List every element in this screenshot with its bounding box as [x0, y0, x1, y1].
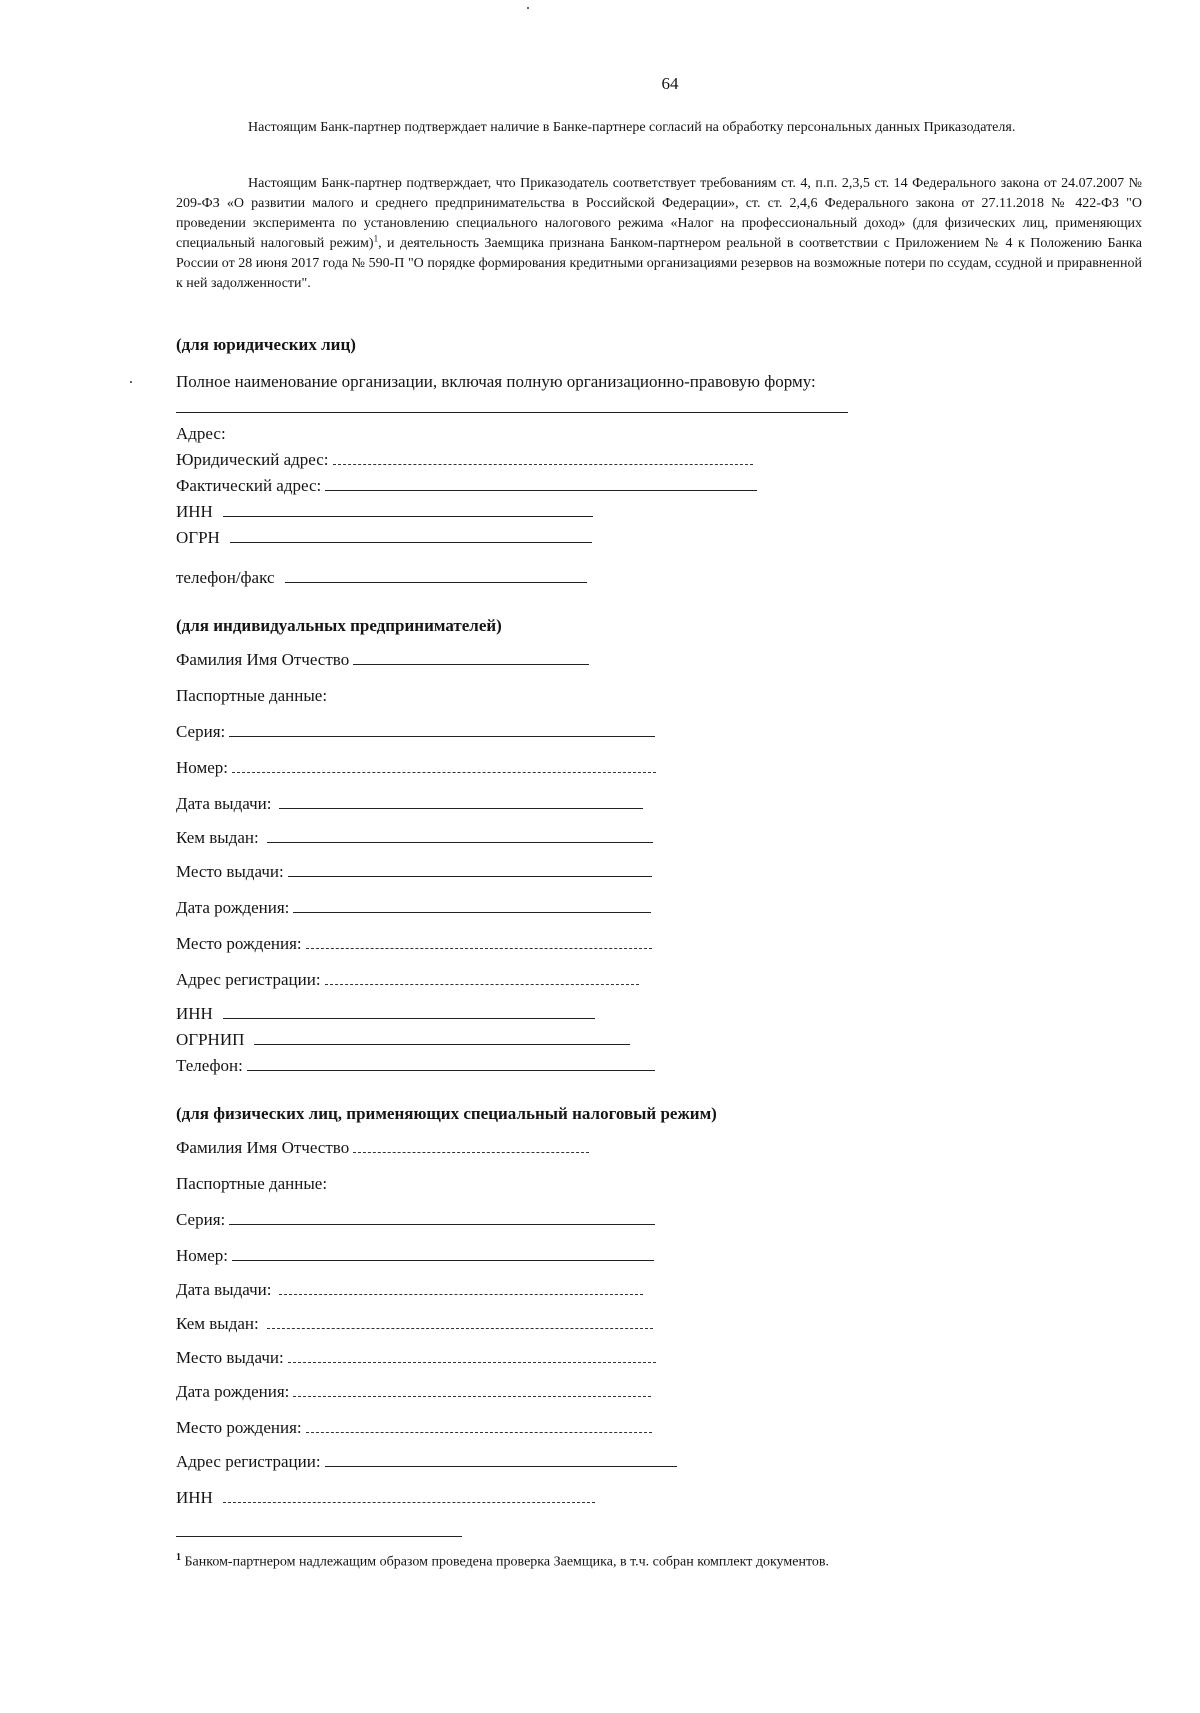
- self-employed-number-field: [176, 1246, 654, 1266]
- entrepreneur-birth-place-input-line[interactable]: [306, 934, 652, 949]
- footnote: [176, 1552, 829, 1571]
- legal-phone-fax-input-line[interactable]: [285, 568, 587, 583]
- scan-speck: [527, 7, 529, 9]
- entrepreneur-phone-label: Телефон:: [176, 1056, 243, 1075]
- entrepreneur-birth-date-input-line[interactable]: [293, 898, 651, 913]
- entrepreneur-registration-address-label: Адрес регистрации:: [176, 970, 321, 989]
- actual-address-input-line[interactable]: [325, 476, 757, 491]
- entrepreneur-number-label: Номер:: [176, 758, 228, 777]
- entrepreneur-issued-by-field: [176, 828, 653, 848]
- actual-address-field-label: Фактический адрес:: [176, 476, 322, 495]
- entrepreneur-issued-by-label: Кем выдан:: [176, 828, 259, 847]
- footnote-separator: [176, 1536, 462, 1537]
- entrepreneur-issue-place-field: [176, 862, 652, 882]
- entrepreneur-birth-place-label: Место рождения:: [176, 934, 302, 953]
- self-employed-issue-date-input-line[interactable]: [279, 1280, 643, 1295]
- self-employed-issue-date-field: [176, 1280, 643, 1300]
- legal-full-name-input-line[interactable]: [176, 412, 848, 413]
- entrepreneur-issue-date-input-line[interactable]: [279, 794, 643, 809]
- self-employed-issue-place-field: [176, 1348, 656, 1368]
- entrepreneur-number-field: [176, 758, 656, 778]
- self-employed-series-label: Серия:: [176, 1210, 226, 1229]
- scan-speck: [130, 381, 132, 383]
- page-number: 64: [661, 74, 679, 93]
- self-employed-registration-address-input-line[interactable]: [325, 1452, 677, 1467]
- self-employed-inn-input-line[interactable]: [223, 1488, 595, 1503]
- legal-inn-field-label: ИНН: [176, 502, 213, 521]
- legal-phone-fax-field: [176, 568, 587, 588]
- legal-ogrn-field-label: ОГРН: [176, 528, 220, 547]
- footnote-mark: 1: [176, 1552, 181, 1563]
- self-employed-issue-place-input-line[interactable]: [288, 1348, 656, 1363]
- entrepreneur-birth-date-field: [176, 898, 651, 918]
- entrepreneur-series-label: Серия:: [176, 722, 226, 741]
- self-employed-birth-place-field: [176, 1418, 652, 1438]
- entrepreneur-inn-input-line[interactable]: [223, 1004, 595, 1019]
- legal-address-field: [176, 450, 753, 470]
- legal-address-label: Адрес:: [176, 424, 226, 443]
- legal-address-input-line[interactable]: [333, 450, 753, 465]
- entrepreneurs-heading: (для индивидуальных предпринимателей): [176, 616, 502, 635]
- self-employed-issued-by-label: Кем выдан:: [176, 1314, 259, 1333]
- self-employed-series-field: [176, 1210, 655, 1230]
- entrepreneur-number-input-line[interactable]: [232, 758, 656, 773]
- entrepreneur-inn-field: [176, 1004, 595, 1024]
- entrepreneur-inn-label: ИНН: [176, 1004, 213, 1023]
- entrepreneur-issue-place-input-line[interactable]: [288, 862, 652, 877]
- entrepreneur-series-field: [176, 722, 655, 742]
- self-employed-issue-date-label: Дата выдачи:: [176, 1280, 272, 1299]
- self-employed-registration-address-field: [176, 1452, 677, 1472]
- entrepreneur-registration-address-input-line[interactable]: [325, 970, 639, 985]
- entrepreneur-full-name-label: Фамилия Имя Отчество: [176, 650, 350, 669]
- self-employed-birth-place-label: Место рождения:: [176, 1418, 302, 1437]
- entrepreneur-series-input-line[interactable]: [229, 722, 655, 737]
- self-employed-issued-by-input-line[interactable]: [267, 1314, 653, 1329]
- footnote-text: Банком-партнером надлежащим образом проведена проверка Заемщика, в т.ч. собран комплект документов.: [184, 1554, 829, 1570]
- self-employed-birth-place-input-line[interactable]: [306, 1418, 652, 1433]
- footnote-reference: 1: [373, 233, 379, 244]
- intro-paragraph-compliance: [176, 174, 1142, 294]
- self-employed-number-input-line[interactable]: [232, 1246, 654, 1261]
- self-employed-full-name-label: Фамилия Имя Отчество: [176, 1138, 350, 1157]
- self-employed-issue-place-label: Место выдачи:: [176, 1348, 284, 1367]
- self-employed-heading: (для физических лиц, применяющих специальный налоговый режим): [176, 1104, 717, 1123]
- self-employed-issued-by-field: [176, 1314, 653, 1334]
- self-employed-number-label: Номер:: [176, 1246, 228, 1265]
- self-employed-series-input-line[interactable]: [229, 1210, 655, 1225]
- entrepreneur-phone-field: [176, 1056, 655, 1076]
- legal-entities-heading: (для юридических лиц): [176, 335, 356, 354]
- entrepreneur-issue-place-label: Место выдачи:: [176, 862, 284, 881]
- self-employed-inn-field: [176, 1488, 595, 1508]
- legal-ogrn-input-line[interactable]: [230, 528, 592, 543]
- entrepreneur-passport-label: Паспортные данные:: [176, 686, 328, 705]
- legal-inn-field: [176, 502, 593, 522]
- self-employed-birth-date-input-line[interactable]: [293, 1382, 651, 1397]
- legal-phone-fax-field-label: телефон/факс: [176, 568, 275, 587]
- legal-address-field-label: Юридический адрес:: [176, 450, 329, 469]
- legal-inn-input-line[interactable]: [223, 502, 593, 517]
- entrepreneur-phone-input-line[interactable]: [247, 1056, 655, 1071]
- intro-paragraph-compliance-text-1: Настоящим Банк-партнер подтверждает, что Приказодатель соответствует требованиям ст. 4, п.п. 2,3,5 ст. 14 Федерального закона от 24.07.2007 № 209-ФЗ «О развитии малого и среднего предпринимательства в Российской Федерации», ст. ст. 2,4,6 Федерального закона от 27.11.2018 № 422-ФЗ "О проведении эксперимента по установлению специального налогового режима «Налог на профессиональный доход» (для физических лиц, применяющих специальный налоговый режим): [176, 176, 1142, 251]
- entrepreneur-birth-place-field: [176, 934, 652, 954]
- intro-paragraph-compliance-text-2: , и деятельность Заемщика признана Банком-партнером реальной в соответствии с Приложением № 4 к Положению Банка России от 28 июня 2017 года № 590-П "О порядке формирования кредитными организациями резервов на возможные потери по ссудам, ссудной и приравненной к ней задолженности".: [176, 236, 1142, 291]
- self-employed-full-name-input-line[interactable]: [353, 1138, 589, 1153]
- intro-paragraph-consent: [176, 118, 1142, 138]
- entrepreneur-ogrnip-field: [176, 1030, 630, 1050]
- self-employed-passport-label: Паспортные данные:: [176, 1174, 328, 1193]
- entrepreneur-issued-by-input-line[interactable]: [267, 828, 653, 843]
- intro-paragraph-consent-text: Настоящим Банк-партнер подтверждает наличие в Банке-партнере согласий на обработку персональных данных Приказодателя.: [248, 120, 1016, 135]
- legal-ogrn-field: [176, 528, 592, 548]
- entrepreneur-issue-date-label: Дата выдачи:: [176, 794, 272, 813]
- self-employed-birth-date-field: [176, 1382, 651, 1402]
- entrepreneur-registration-address-field: [176, 970, 639, 990]
- legal-full-name-label: Полное наименование организации, включая полную организационно-правовую форму:: [176, 372, 816, 391]
- actual-address-field: [176, 476, 757, 496]
- entrepreneur-ogrnip-input-line[interactable]: [254, 1030, 630, 1045]
- entrepreneur-full-name-input-line[interactable]: [353, 650, 589, 665]
- self-employed-inn-label: ИНН: [176, 1488, 213, 1507]
- entrepreneur-full-name-field: [176, 650, 589, 670]
- self-employed-registration-address-label: Адрес регистрации:: [176, 1452, 321, 1471]
- entrepreneur-ogrnip-label: ОГРНИП: [176, 1030, 245, 1049]
- entrepreneur-birth-date-label: Дата рождения:: [176, 898, 290, 917]
- self-employed-birth-date-label: Дата рождения:: [176, 1382, 290, 1401]
- entrepreneur-issue-date-field: [176, 794, 643, 814]
- self-employed-full-name-field: [176, 1138, 589, 1158]
